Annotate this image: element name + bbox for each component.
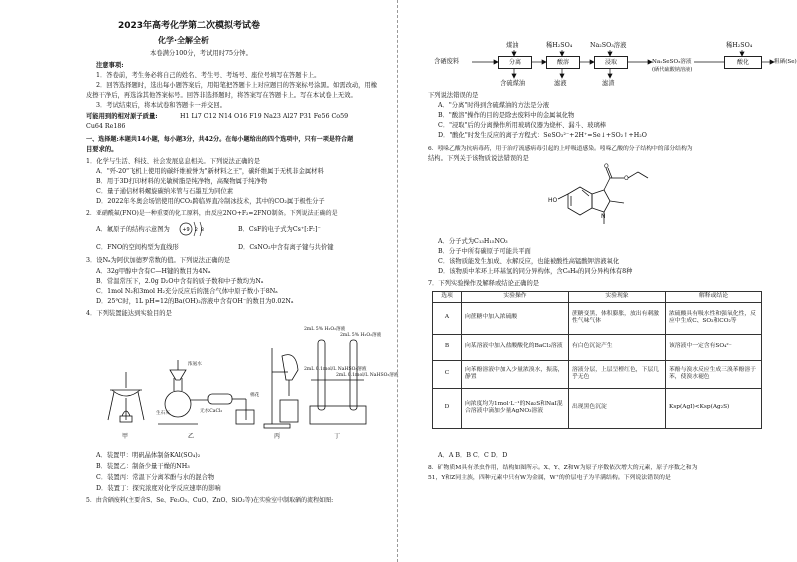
svg-text:+9: +9 (182, 227, 190, 233)
table-cell: 蔗糖变黑，体积膨胀，放出有刺激性气味气体 (569, 302, 666, 334)
flow-top-h2so4: 稀H₂SO₄ (546, 42, 573, 49)
note-1: 1．答卷前，考生务必将自己的姓名、考生号、考场号、座位号填写在答题卡上。 (96, 72, 321, 79)
label-conc-ammonia: 浓氨水 (188, 362, 202, 367)
question-1: 1．化学与生活、科技、社会发展息息相关。下列说法正确的是 (86, 158, 261, 165)
table-cell: 出现黑色沉淀 (569, 388, 666, 428)
question-8-cont: 51，Y和Z同主族，四种元素中只有W为金属，W⁺的价层电子为半满结构。下列说法错误的是 (428, 475, 671, 481)
apparatus-label-yi: 乙 (188, 433, 195, 440)
q5-stem: 下列说法错误的是 (428, 92, 479, 99)
table-header-conclusion: 解释或结论 (666, 292, 762, 303)
q3-option-c: C．1mol N₂和3mol H₂充分反应后的混合气体中原子数小于8Nₐ (96, 288, 278, 295)
table-cell: 苯酚与溴水反应生成三溴苯酚溶于苯，使溴水褪色 (666, 360, 762, 388)
question-7: 7．下列实验操作及解释或结论正确的是 (428, 280, 540, 287)
table-cell: Ksp(AgI)<Ksp(Ag₂S) (666, 388, 762, 428)
svg-text:8: 8 (201, 228, 204, 233)
table-cell: B (433, 334, 462, 360)
q2-option-a: A．氟原子的结构示意图为 (96, 226, 170, 233)
table-cell: D (433, 388, 462, 428)
table-cell: 有白色沉淀产生 (569, 334, 666, 360)
table-row (433, 388, 762, 428)
flow-bottom-sulfur-kerosene: 含硫煤油 (500, 80, 526, 87)
table-row (433, 360, 762, 388)
q4-option-b: B．装置乙：制备少量干燥的NH₃ (96, 463, 190, 470)
note-3: 3．考试结束后，将本试卷和答题卡一并交回。 (96, 102, 226, 109)
flow-box-acid-dissolve: 酸溶 (546, 56, 580, 69)
flow-product: 粗硒(Se) (774, 59, 797, 65)
table-header-phenomenon: 实验现象 (569, 292, 666, 303)
left-column (0, 0, 397, 562)
flow-box-acidify: 酸化 (724, 56, 762, 69)
table-cell: A (433, 302, 462, 334)
flow-box-separate: 分离 (498, 56, 532, 69)
exam-meta: 本卷满分100分，考试用时75分钟。 (150, 50, 252, 57)
flow-feed: 含硒废料 (434, 58, 460, 65)
apparatus-label-ding: 丁 (334, 433, 341, 440)
section-heading: 一、选择题:本题共14小题，每小题3分，共42分。在每小题给出的四个选项中，只有一项是符合题 (86, 136, 354, 143)
mol-ho-label: HO (548, 197, 558, 204)
indole-molecule-structure (548, 163, 658, 236)
label-cotton: 棉花 (250, 393, 260, 398)
q4-option-c: C．装置丙：常温下分离苯酚与水的混合物 (96, 474, 215, 481)
mol-o1-label: O (604, 163, 609, 170)
question-8: 8．矿物质M具有杀虫作用，结构如图所示。X、Y、Z和W为原子序数依次增大的元素，原子序数之和为 (428, 465, 698, 471)
table-row (433, 334, 762, 360)
q2-option-d: D．CsNO₂中含有离子键与共价键 (238, 244, 334, 251)
q6-option-b: B．分子中所有碳原子可能共平面 (438, 248, 531, 255)
question-6-cont: 结构。下列关于该物质说法错误的是 (428, 155, 529, 162)
right-column (397, 0, 795, 562)
apparatus-label-jia: 甲 (122, 433, 129, 440)
q5-option-c: C．"浸取"后的分离操作所用玻璃仪器为烧杯、漏斗、玻璃棒 (438, 122, 607, 129)
exam-subtitle: 化学·全解全析 (158, 36, 210, 45)
flow-na2seso3: Na₂SeSO₃溶液 (652, 59, 692, 65)
mol-o2-label: O (624, 175, 629, 182)
apparatus-jia (108, 372, 144, 422)
experiment-table (432, 291, 762, 429)
table-cell: 浓硫酸具有吸水性和强氧化性，反应中生成C、SO₂和CO₂等 (666, 302, 762, 334)
apparatus-ding (310, 340, 366, 424)
notes-heading: 注意事项: (96, 62, 124, 69)
q1-option-d: D．2022年冬奥会场馆使用的CO₂跨临界直冷制冰技术，其中的CO₂属于极性分子 (96, 198, 325, 205)
table-cell: C (433, 360, 462, 388)
q4-option-d: D．装置丁：探究浓度对化学反应速率的影响 (96, 485, 221, 492)
q3-option-a: A．32g甲醇中含有C—H键的数目为4Nₐ (96, 268, 211, 275)
table-cell: 向蔗糖中加入浓硫酸 (462, 302, 569, 334)
apparatus-yi (158, 360, 254, 424)
flow-box-leach: 浸取 (594, 56, 628, 69)
q6-option-c: C．该物质能发生加成、水解反应，也能被酸性高锰酸钾溶液氧化 (438, 258, 620, 265)
label-cacl2: 无水CaCl₂ (200, 409, 223, 414)
question-6: 6．吲哚乙酸为抗病毒药，用于治疗流感病毒引起的上呼吸道感染。吲哚乙酸的分子结构中的部分结构为 (428, 146, 693, 152)
table-cell: 向浓度均为1mol·L⁻¹的Na₂S和NaI混合溶液中滴加少量AgNO₃溶液 (462, 388, 569, 428)
note-2: 2．回答选择题时，选出每小题答案后，用铅笔把答题卡上对应题目的答案标号涂黑。如需改动，用橡 (96, 82, 378, 89)
section-heading-2: 目要求的。 (86, 146, 118, 153)
q5-option-b: B．"酸溶"操作的目的是除去废料中的金属氧化物 (438, 112, 575, 119)
flowchart-arrows (398, 0, 795, 100)
table-row (433, 302, 762, 334)
flow-na2seso3-note: (硒代硫酸钠溶液) (652, 67, 693, 73)
question-4: 4．下列装置能达到实验目的是 (86, 310, 172, 317)
table-cell: 溶液分层，上层呈橙红色，下层几乎无色 (569, 360, 666, 388)
flow-bottom-filtrate: 滤液 (554, 80, 567, 87)
label-h2o2-2: 2mL 5% H₂O₂溶液 (340, 333, 382, 338)
question-3: 3．设Nₐ为阿伏加德罗常数的值。下列说法正确的是 (86, 257, 231, 264)
q7-choices: A．A B．B C．C D．D (438, 452, 508, 459)
apparatus-label-bing: 丙 (274, 433, 281, 440)
q3-option-b: B．常温常压下，2.0g D₂O中含有的质子数和中子数均为Nₐ (96, 278, 264, 285)
exam-title: 2023年高考化学第二次模拟考试卷 (118, 21, 261, 31)
q2-option-c: C．FNO的空间构型为直线形 (96, 244, 179, 251)
table-header-option: 选项 (433, 292, 462, 303)
table-header-operation: 实验操作 (462, 292, 569, 303)
label-h2o2-1: 2mL 5% H₂O₂溶液 (304, 327, 346, 332)
label-nahso3-1: 2mL 0.1mol/L NaHSO₃溶液 (304, 367, 367, 372)
q2-option-b: B．CsF的电子式为Cs⁺[:F:]⁻ (238, 226, 321, 233)
flow-top-na2so3: Na₂SO₃溶液 (590, 42, 627, 49)
flow-top-kerosene: 煤油 (506, 42, 519, 49)
question-5: 5．由含硒废料(主要含S、Se、Fe₂O₃、CuO、ZnO、SiO₂等)在实验室中制取硒的流程如图: (86, 497, 334, 504)
q6-option-d: D．该物质中苯环上环基氢的同分异构体，含C₆H₆的同分异构体有8种 (438, 268, 633, 275)
svg-text:2: 2 (195, 228, 198, 233)
q5-option-d: D．"酸化"时发生反应的离子方程式：SeSO₃²⁻+2H⁺=Se↓+SO₂↑+H₂O (438, 132, 647, 139)
apparatus-figure (96, 320, 399, 442)
q1-option-c: C．量子通信材料螺旋碳纳米管与石墨互为同位素 (96, 188, 234, 195)
q3-option-d: D．25℃时，1L pH=12的Ba(OH)₂溶液中含有OH⁻的数目为0.02Nₐ (96, 298, 294, 305)
atomic-heading: 可能用到的相对原子质量: (86, 113, 158, 120)
atomic-masses-2: Cu64 Re186 (86, 123, 126, 130)
question-2: 2．亚硝酰氟(FNO)是一种重要的化工原料，由反应2NO+F₂=2FNO制备。下列说法正确的是 (86, 210, 338, 217)
note-2b: 皮擦干净后，再选涂其他答案标号。回答非选择题时，将答案写在答题卡上。写在本试卷上无效。 (86, 92, 357, 99)
apparatus-bing (264, 348, 298, 428)
q1-option-a: A．"歼-20"飞机上使用的碳纤维被誉为"新材料之王"，碳纤维属于无机非金属材料 (96, 168, 324, 175)
flow-top-h2so4-2: 稀H₂SO₄ (726, 42, 753, 49)
q1-option-b: B．用于3D打印材料的光敏树脂是纯净物，高聚物属于纯净物 (96, 178, 268, 185)
table-header-row (433, 292, 762, 303)
q5-option-a: A．"分离"时得到含硫煤油的方法是分液 (438, 102, 550, 109)
fluorine-atom-diagram (178, 219, 208, 239)
mol-n-label: N (601, 213, 606, 220)
atomic-masses-1: H1 Li7 C12 N14 O16 F19 Na23 Al27 P31 Fe56 Co59 (180, 113, 349, 120)
label-quicklime: 生石灰 (156, 411, 170, 416)
table-cell: 向苯酚溶液中加入少量浓溴水，振荡，静置 (462, 360, 569, 388)
q6-option-a: A．分子式为C₁₃H₁₅NO₃ (438, 238, 508, 245)
label-nahso3-2: 2mL 0.1mol/L NaHSO₃溶液 (336, 373, 399, 378)
table-cell: 向某溶液中加入盐酸酸化的BaCl₂溶液 (462, 334, 569, 360)
flow-bottom-residue: 滤渣 (602, 80, 615, 87)
table-cell: 该溶液中一定含有SO₄²⁻ (666, 334, 762, 360)
q4-option-a: A．装置甲：明矾晶体制备KAl(SO₄)₂ (96, 452, 201, 459)
